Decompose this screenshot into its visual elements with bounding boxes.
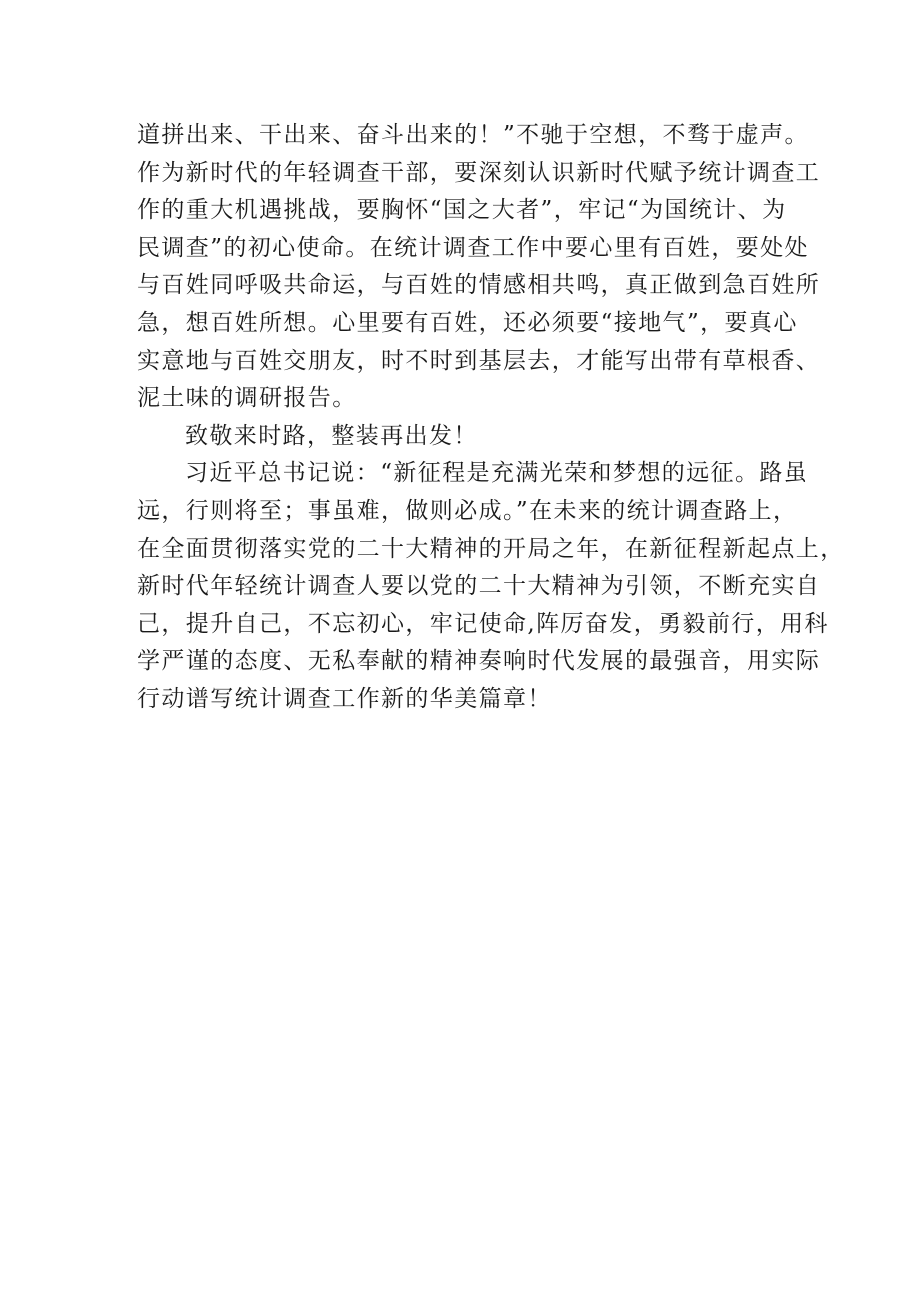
text-line: 泥土味的调研报告。 — [137, 385, 357, 412]
text-line: 行动谱写统计调查工作新的华美篇章！ — [137, 685, 552, 712]
text-line: 实意地与百姓交朋友，时不时到基层去，才能写出带有草根香、 — [137, 347, 821, 374]
text-line: 急，想百姓所想。心里要有百姓，还必须要“接地气”，要真心 — [137, 309, 798, 336]
text-line: 道拼出来、干出来、奋斗出来的！”不驰于空想，不骛于虚声。 — [137, 122, 809, 148]
text-line: 作的重大机遇挑战，要胸怀“国之大者”，牢记“为国统计、为 — [137, 197, 787, 224]
text-line: 与百姓同呼吸共命运，与百姓的情感相共鸣，真正做到急百姓所 — [137, 272, 821, 299]
text-line: 习近平总书记说：“新征程是充满光荣和梦想的远征。路虽 — [185, 460, 809, 487]
paragraph-3 — [137, 455, 845, 718]
text-line: 远，行则将至；事虽难，做则必成。”在未来的统计调查路上， — [137, 497, 798, 524]
text-line: 致敬来时路，整装再出发！ — [185, 422, 478, 449]
body-text — [137, 117, 845, 719]
text-line: 作为新时代的年轻调查干部，要深刻认识新时代赋予统计调查工 — [137, 159, 821, 186]
paragraph-2 — [137, 418, 807, 456]
paragraph-1 — [137, 117, 821, 418]
text-line: 新时代年轻统计调查人要以党的二十大精神为引领，不断充实自 — [137, 573, 821, 600]
text-line: 在全面贯彻落实党的二十大精神的开局之年，在新征程新起点上， — [137, 535, 845, 562]
text-line: 民调查”的初心使命。在统计调查工作中要心里有百姓，要处处 — [137, 234, 809, 261]
text-line: 学严谨的态度、无私奉献的精神奏响时代发展的最强音，用实际 — [137, 648, 821, 675]
text-line: 己，提升自己，不忘初心，牢记使命,阵厉奋发，勇毅前行，用科 — [137, 610, 829, 637]
